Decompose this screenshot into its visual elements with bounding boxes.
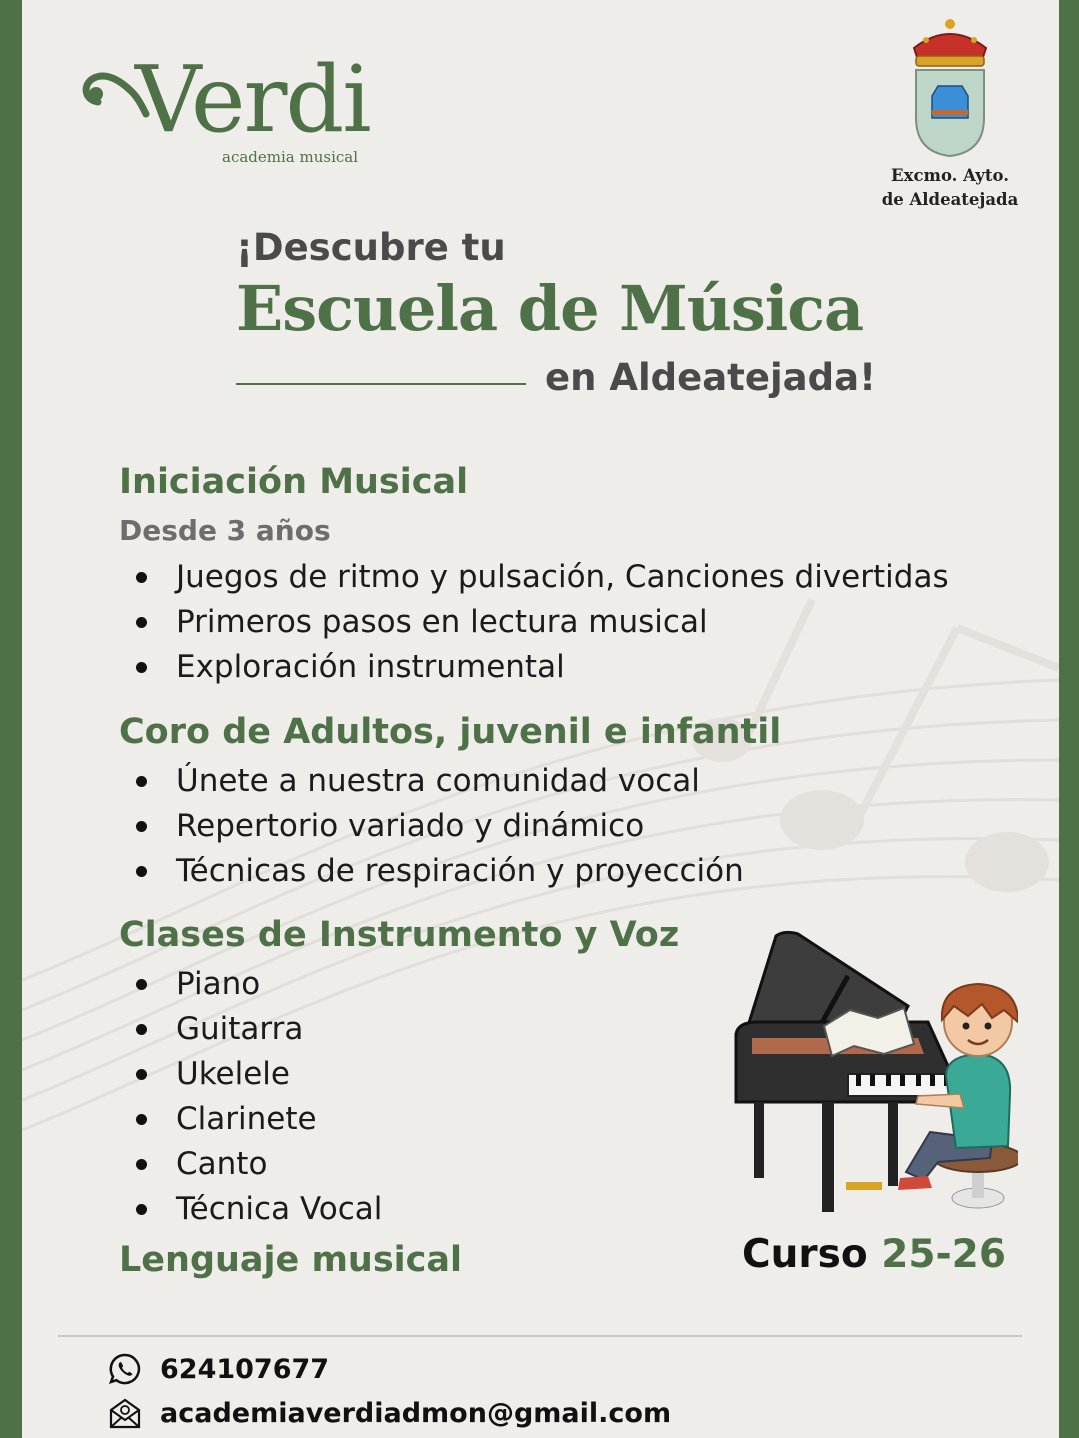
list-item: Exploración instrumental (132, 645, 949, 690)
hero-intro: ¡Descubre tu (236, 226, 506, 269)
brand-tagline: academia musical (222, 148, 359, 166)
hero-headline: Escuela de Música (236, 272, 864, 345)
footer-divider (58, 1335, 1022, 1337)
list-item: Juegos de ritmo y pulsación, Canciones divertidas (132, 555, 949, 600)
course-year: 25-26 (881, 1232, 1006, 1277)
flyer-sheet (22, 0, 1059, 1438)
whatsapp-icon (108, 1352, 142, 1386)
list-item: Ukelele (132, 1052, 382, 1097)
list-instrumento (132, 962, 382, 1232)
list-item: Clarinete (132, 1097, 382, 1142)
section-title-iniciacion: Iniciación Musical (119, 462, 469, 502)
contact-email (108, 1396, 671, 1430)
council-name (870, 164, 1030, 212)
course-label (742, 1232, 1006, 1277)
list-iniciacion (132, 555, 949, 690)
list-item: Repertorio variado y dinámico (132, 804, 744, 849)
council-crest (870, 18, 1030, 218)
list-coro (132, 759, 744, 894)
contact-phone (108, 1352, 329, 1386)
list-item: Únete a nuestra comunidad vocal (132, 759, 744, 804)
list-item: Primeros pasos en lectura musical (132, 600, 949, 645)
council-line-1: Excmo. Ayto. (891, 166, 1009, 185)
course-word: Curso (742, 1232, 868, 1277)
hero-rule (236, 383, 526, 385)
list-item: Piano (132, 962, 382, 1007)
verdi-logo (80, 46, 380, 170)
list-item: Técnicas de respiración y proyección (132, 849, 744, 894)
list-item: Técnica Vocal (132, 1187, 382, 1232)
brand-name: Verdi (135, 46, 370, 153)
hero-location: en Aldeatejada! (545, 356, 876, 399)
email-icon (108, 1396, 142, 1430)
council-line-2: de Aldeatejada (881, 190, 1019, 209)
child-piano-illustration (728, 926, 1018, 1226)
section-title-coro: Coro de Adultos, juvenil e infantil (119, 712, 782, 752)
list-item: Guitarra (132, 1007, 382, 1052)
phone-number: 624107677 (160, 1353, 330, 1385)
coat-of-arms-icon (870, 18, 1030, 160)
section-title-lenguaje: Lenguaje musical (119, 1240, 463, 1280)
section-subtitle-iniciacion: Desde 3 años (119, 514, 331, 547)
list-item: Canto (132, 1142, 382, 1187)
email-address: academiaverdiadmon@gmail.com (160, 1397, 672, 1429)
section-title-instrumento: Clases de Instrumento y Voz (119, 915, 680, 955)
